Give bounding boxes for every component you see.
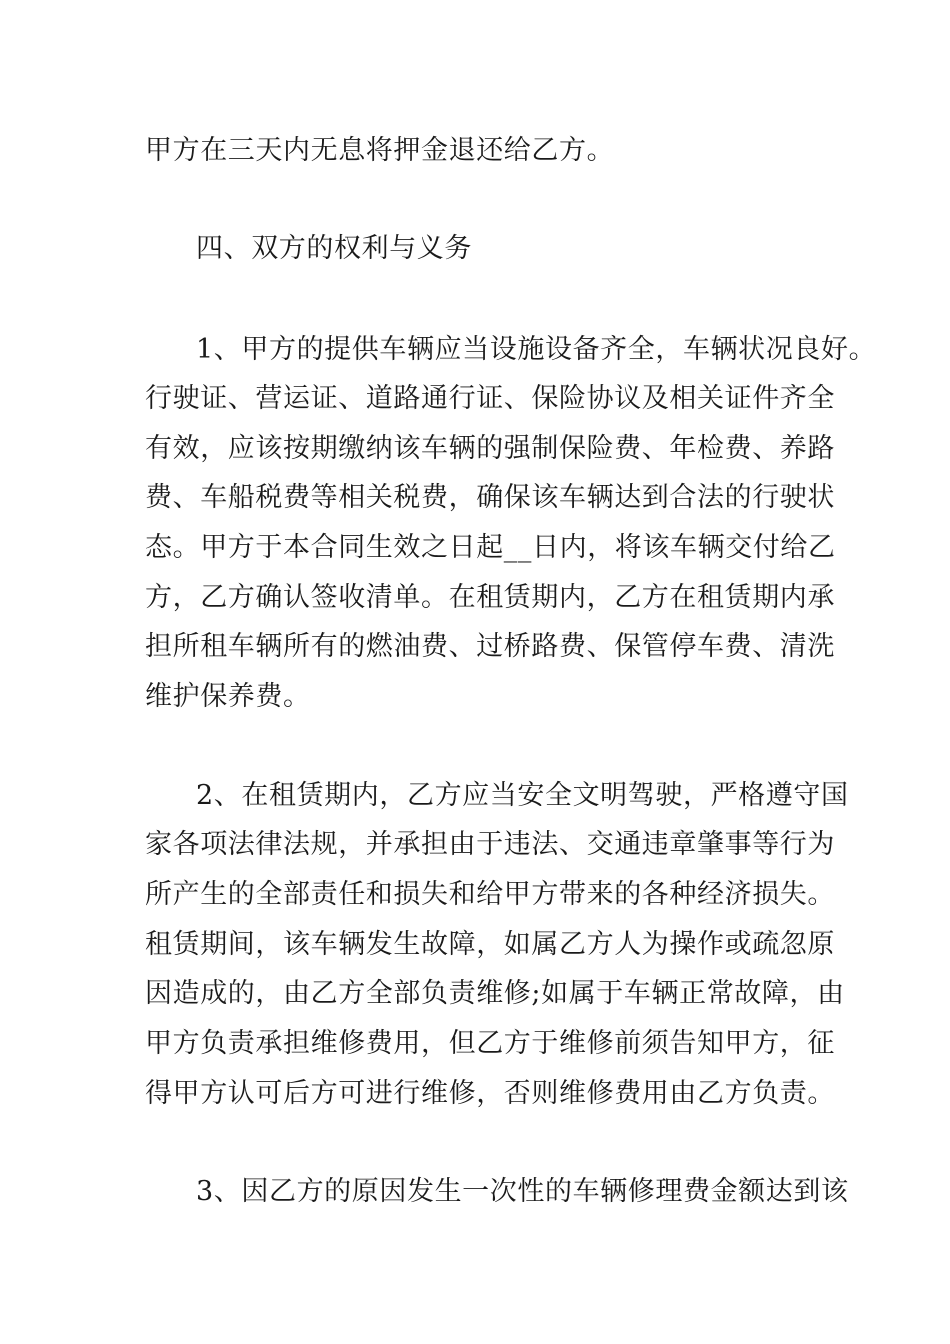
text-line: 方，乙方确认签收清单。在租赁期内，乙方在租赁期内承 xyxy=(145,582,835,613)
text-line: 3、因乙方的原因发生一次性的车辆修理费金额达到该 xyxy=(196,1176,849,1207)
text-line: 2、在租赁期内，乙方应当安全文明驾驶，严格遵守国 xyxy=(196,780,849,811)
text-line: 1、甲方的提供车辆应当设施设备齐全，车辆状况良好。 xyxy=(196,334,877,365)
text-line: 甲方负责承担维修费用，但乙方于维修前须告知甲方，征 xyxy=(145,1028,835,1059)
text-line: 态。甲方于本合同生效之日起__日内，将该车辆交付给乙 xyxy=(145,532,836,563)
text-line: 担所租车辆所有的燃油费、过桥路费、保管停车费、清洗 xyxy=(145,631,835,662)
text-line: 费、车船税费等相关税费，确保该车辆达到合法的行驶状 xyxy=(145,482,835,513)
text-line: 有效，应该按期缴纳该车辆的强制保险费、年检费、养路 xyxy=(145,433,835,464)
text-line: 得甲方认可后方可进行维修，否则维修费用由乙方负责。 xyxy=(145,1078,835,1109)
text-line: 行驶证、营运证、道路通行证、保险协议及相关证件齐全 xyxy=(145,383,835,414)
text-line: 租赁期间，该车辆发生故障，如属乙方人为操作或疏忽原 xyxy=(145,929,835,960)
section-heading: 四、双方的权利与义务 xyxy=(196,233,472,264)
text-line: 家各项法律法规，并承担由于违法、交通违章肇事等行为 xyxy=(145,829,835,860)
text-line: 因造成的，由乙方全部负责维修;如属于车辆正常故障，由 xyxy=(145,978,845,1009)
text-line: 所产生的全部责任和损失和给甲方带来的各种经济损失。 xyxy=(145,879,835,910)
text-line: 维护保养费。 xyxy=(145,681,311,712)
text-line: 甲方在三天内无息将押金退还给乙方。 xyxy=(145,135,615,166)
